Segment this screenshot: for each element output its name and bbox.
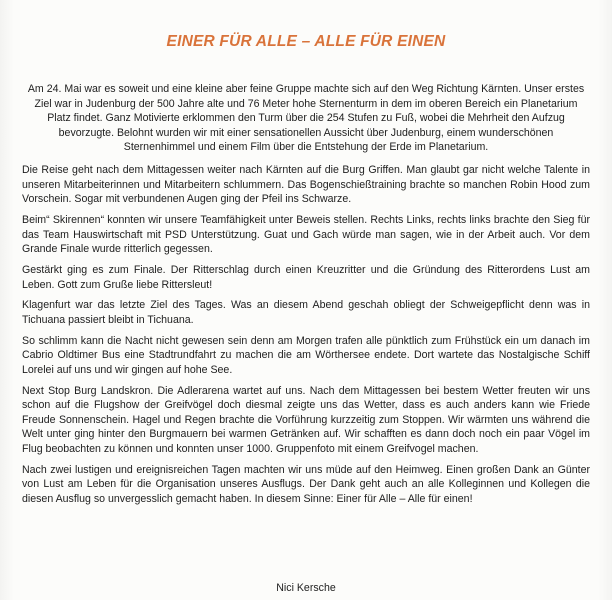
paragraph-woerthersee: So schlimm kann die Nacht nicht gewesen sein denn am Morgen trafen alle pünktlich zum Frühstück ein um danach im Cabrio Oldtimer Bus eine Stadtrundfahrt zu machen die am Wörthersee endete. Dort wartete das Nostalgische Schiff Lorelei auf uns und wir gingen auf hohe See. [22, 334, 590, 376]
article-body [22, 82, 590, 513]
author-signature: Nici Kersche [276, 582, 336, 594]
paragraph-burg-griffen: Die Reise geht nach dem Mittagessen weiter nach Kärnten auf die Burg Griffen. Man glaubt gar nicht welche Talente in unseren Mitarbeiterinnen und Mitarbeitern schlummern. Das Bogenschießtraining brachte so manchen Robin Hood zum Vorschein. Sogar mit verbundenen Augen ging der Pfeil ins Schwarze. [22, 163, 590, 206]
paragraph-skirennen: Beim“ Skirennen“ konnten wir unsere Teamfähigkeit unter Beweis stellen. Rechts Links, rechts links brachte den Sieg für das Team Hauswirtschaft mit PSD Unterstützung. Guat und Gach würde man sagen, wie in der Arbeit auch. Vor dem Grande Finale wurde ritterlich gegessen. [22, 213, 590, 256]
paragraph-burg-landskron: Next Stop Burg Landskron. Die Adlerarena wartet auf uns. Nach dem Mittagessen bei bestem Wetter freuten wir uns schon auf die Flugshow der Greifvögel doch diesmal zeigte uns das Wetter, dass es auch anders kann wie Friede Freude Sonnenschein. Hagel und Regen brachte die Vorführung kurzzeitig zum Stoppen. Wir wärmten uns während die Welt unter ging hinter den Burgmauern bei warmen Getränken auf. Wir schafften es dann doch noch ein paar Vögel im Flug beobachten zu können und konnten unser 1000. Gruppenfoto mit einem Greifvogel machen. [22, 384, 590, 455]
paragraph-klagenfurt: Klagenfurt war das letzte Ziel des Tages. Was an diesem Abend geschah obliegt der Schweigepflicht denn was in Tichuana passiert bleibt in Tichuana. [22, 299, 590, 326]
paragraph-intro: Am 24. Mai war es soweit und eine kleine aber feine Gruppe machte sich auf den Weg Richtung Kärnten. Unser erstes Ziel war in Judenburg der 500 Jahre alte und 76 Meter hohe Sternenturm in dem im oberen Bereich ein Planetarium Platz findet. Ganz Motivierte erklommen den Turm über die 254 Stufen zu Fuß, wobei die Mehrheit den Aufzug bevorzugte. Belohnt wurden wir mit einer sensationellen Aussicht über Judenburg, einem wunderschönen Sternenhimmel und einem Film über die Entstehung der Erde im Planetarium. [27, 83, 585, 154]
paragraph-finale: Gestärkt ging es zum Finale. Der Ritterschlag durch einen Kreuzritter und die Gründung des Ritterordens Lust am Leben. Gott zum Gruße liebe Rittersleut! [22, 263, 590, 291]
page-title: EINER FÜR ALLE – ALLE FÜR EINEN [166, 33, 446, 50]
paragraph-closing: Nach zwei lustigen und ereignisreichen Tagen machten wir uns müde auf den Heimweg. Einen großen Dank an Günter von Lust am Leben für die Organisation unseres Ausflugs. Der Dank geht auch an alle Kolleginnen und Kollegen die diesen Ausflug so unvergesslich gemacht haben. In diesem Sinne: Einer für Alle – Alle für einen! [22, 463, 590, 505]
